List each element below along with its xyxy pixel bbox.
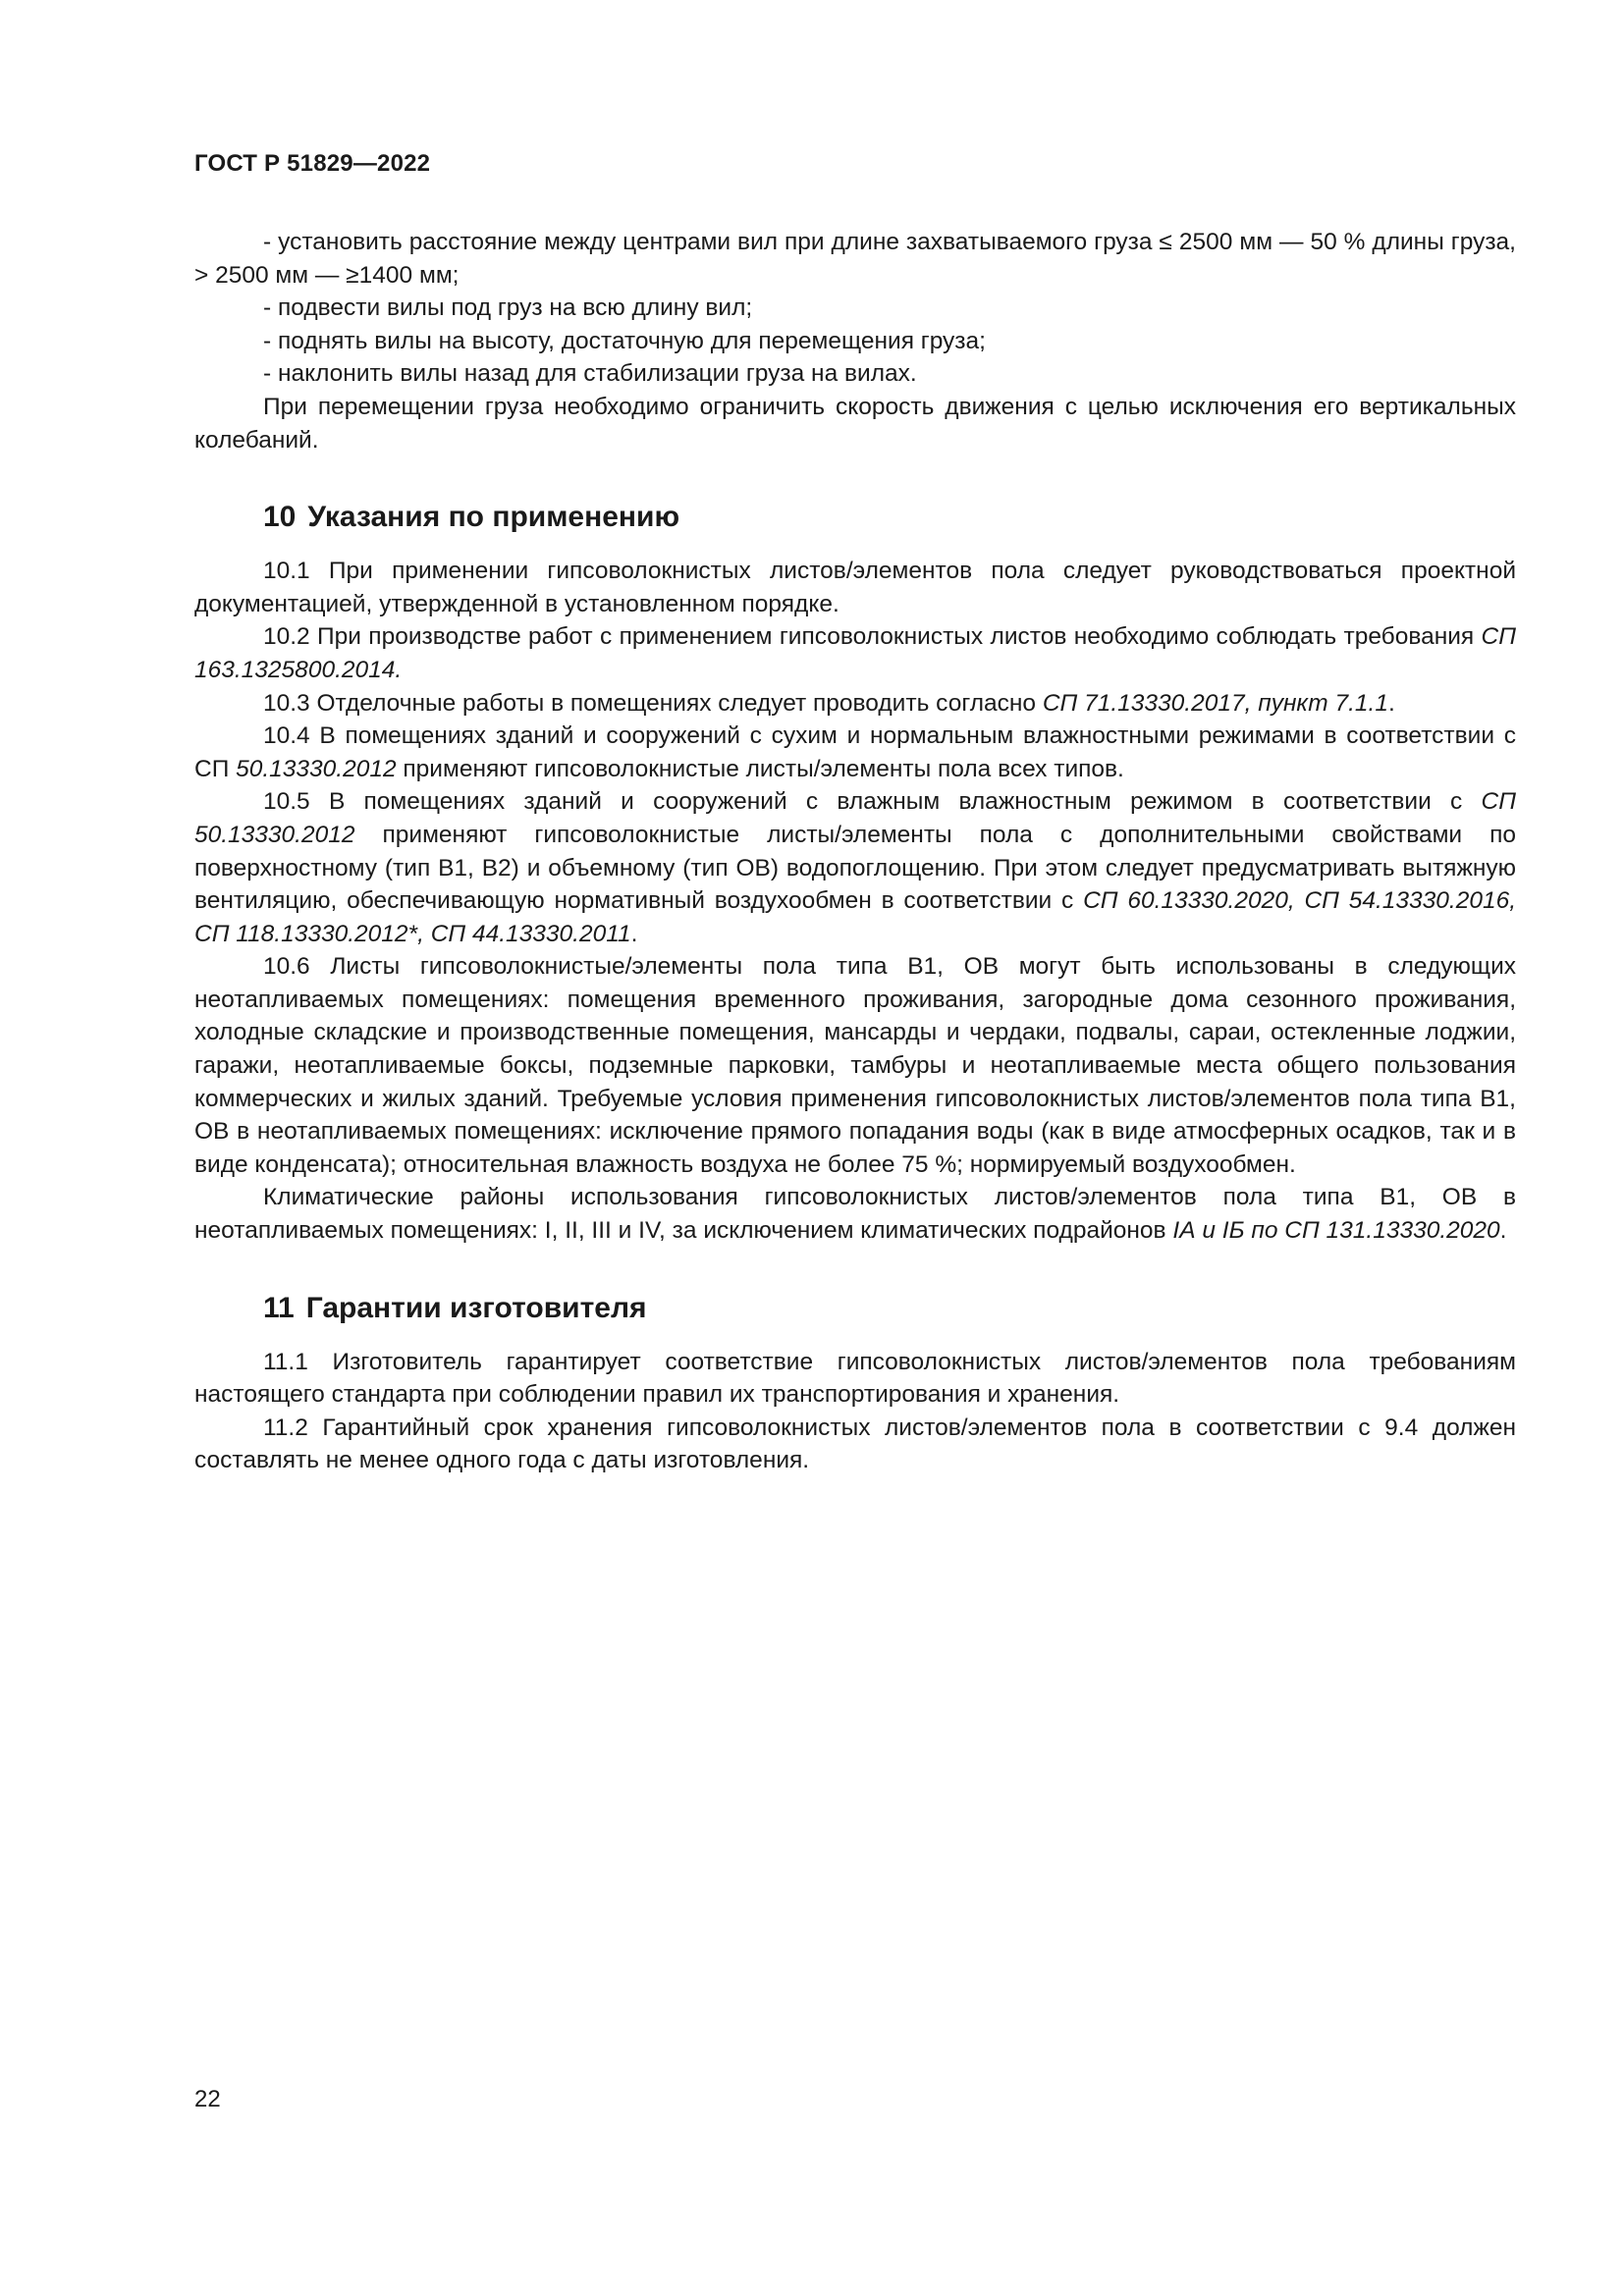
section-title: Указания по применению <box>307 501 680 534</box>
paragraph-10-3: 10.3 Отделочные работы в помещениях следует проводить согласно СП 71.13330.2017, пункт 7.1.1. <box>263 689 1395 717</box>
list-item: - наклонить вилы назад для стабилизации груза на вилах. <box>263 360 917 388</box>
section-title: Гарантии изготовителя <box>305 1291 647 1324</box>
reference: IА и IБ по СП 131.13330.2020 <box>1172 1217 1500 1245</box>
reference: СП 50.13330.2012 <box>194 788 1516 848</box>
paragraph-climate: Климатические районы использования гипсоволокнистых листов/элементов пола типа В1, ОВ в неотапливаемых помещениях: I, II, III и IV, за исключением климатических подрайонов IА и IБ по СП 131.13330.2020. <box>194 1184 1516 1245</box>
paragraph: При перемещении груза необходимо ограничить скорость движения с целью исключения его вертикальных колебаний. <box>194 393 1516 454</box>
document-header: ГОСТ Р 51829—2022 <box>194 150 431 177</box>
paragraph-10-2: 10.2 При производстве работ с применением гипсоволокнистых листов необходимо соблюдать требования СП 163.1325800.2014. <box>194 623 1516 683</box>
section-number: 11 <box>263 1291 295 1324</box>
section-heading-11 <box>263 1291 1516 1326</box>
paragraph-10-5: 10.5 В помещениях зданий и сооружений с влажным влажностным режимом в соответствии с СП 50.13330.2012 применяют гипсоволокнистые листы/элементы пола с дополнительными свойствами по поверхностному (тип В1, В2) и объемному (тип ОВ) водопоглощению. При этом следует предусматривать вытяжную вентиляцию, обеспечивающую нормативный воздухообмен в соответствии с СП 60.13330.2020, СП 54.13330.2016, СП 118.13330.2012*, СП 44.13330.2011. <box>194 788 1517 947</box>
section-number: 10 <box>263 501 297 534</box>
reference: СП 71.13330.2017, пункт 7.1.1 <box>1042 689 1388 717</box>
page-number: 22 <box>194 2086 221 2112</box>
reference: СП 60.13330.2020, СП 54.13330.2016, СП 118.13330.2012*, СП 44.13330.2011 <box>194 887 1517 947</box>
document-body <box>194 226 1516 1477</box>
paragraph-10-4: 10.4 В помещениях зданий и сооружений с сухим и нормальным влажностными режимами в соответствии с СП 50.13330.2012 применяют гипсоволокнистые листы/элементы пола всех типов. <box>194 722 1516 782</box>
section-heading-10 <box>263 500 1516 535</box>
paragraph-10-6: 10.6 Листы гипсоволокнистые/элементы пола типа В1, ОВ могут быть использованы в следующих неотапливаемых помещениях: помещения временного проживания, загородные дома сезонного проживания, холодные складские и производственные помещения, мансарды и чердаки, подвалы, сараи, остекленные лоджии, гаражи, неотапливаемые боксы, подземные парковки, тамбуры и неотапливаемые места общего пользования коммерческих и жилых зданий. Требуемые условия применения гипсоволокнистых листов/элементов пола типа В1, ОВ в неотапливаемых помещениях: исключение прямого попадания воды (как в виде атмосферных осадков, так и в виде конденсата); относительная влажность воздуха не более 75 %; нормируемый воздухообмен. <box>194 953 1516 1178</box>
list-item: - установить расстояние между центрами вил при длине захватываемого груза ≤ 2500 мм — 50 % длины груза, > 2500 мм — ≥1400 мм; <box>194 229 1516 289</box>
paragraph-11-2: 11.2 Гарантийный срок хранения гипсоволокнистых листов/элементов пола в соответствии с 9.4 должен составлять не менее одного года с даты изготовления. <box>194 1414 1516 1474</box>
paragraph-11-1: 11.1 Изготовитель гарантирует соответствие гипсоволокнистых листов/элементов пола требованиям настоящего стандарта при соблюдении правил их транспортирования и хранения. <box>194 1348 1516 1409</box>
list-item: - поднять вилы на высоту, достаточную для перемещения груза; <box>263 327 986 354</box>
paragraph-10-1: 10.1 При применении гипсоволокнистых листов/элементов пола следует руководствоваться проектной документацией, утвержденной в установленном порядке. <box>194 558 1516 617</box>
list-item: - подвести вилы под груз на всю длину вил; <box>263 294 753 322</box>
reference: СП 163.1325800.2014. <box>194 623 1516 683</box>
reference: 50.13330.2012 <box>236 755 397 782</box>
